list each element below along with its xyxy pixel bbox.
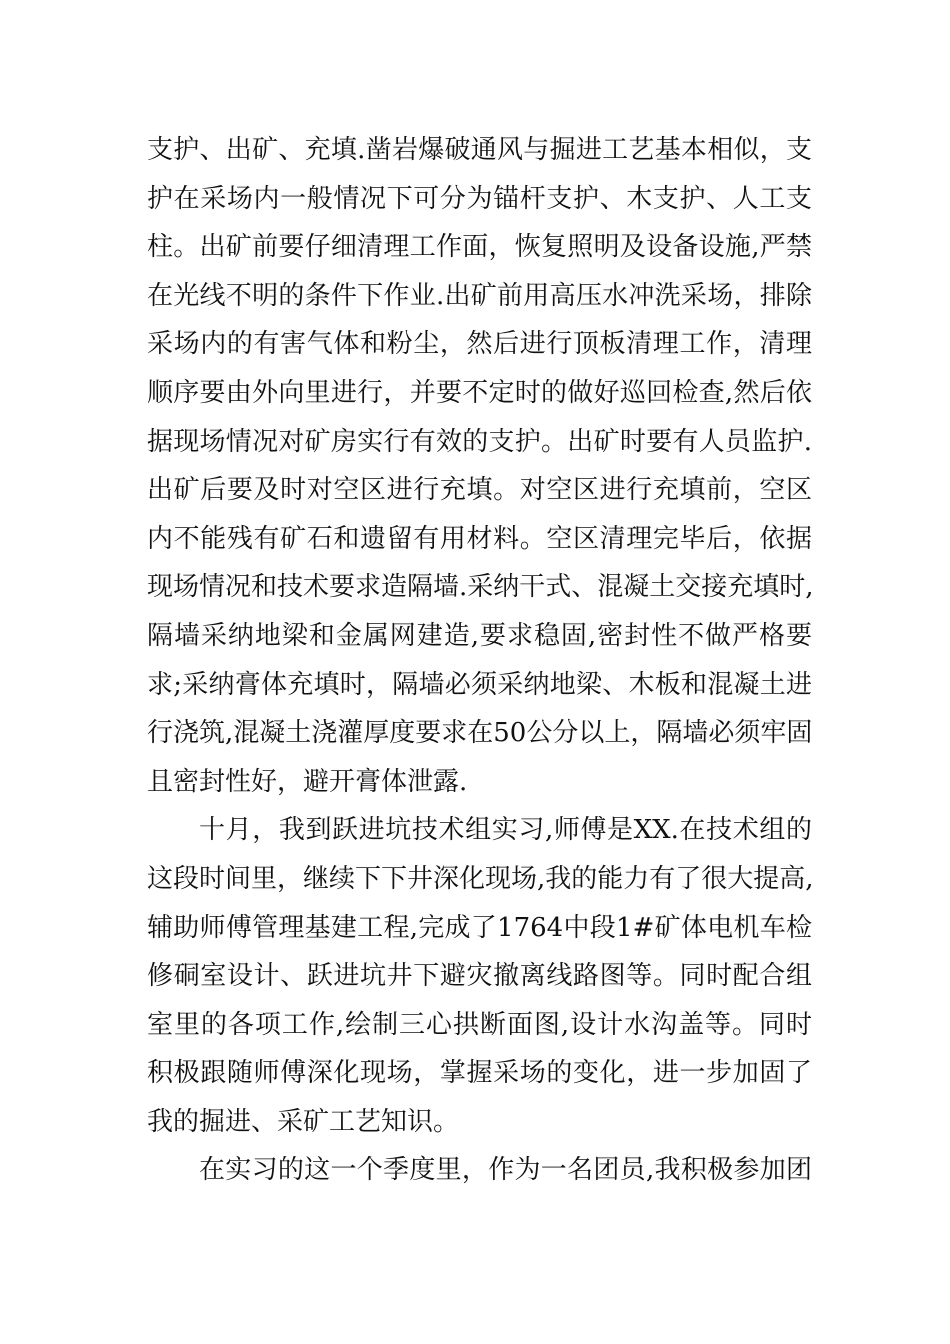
text-line: 顺序要由外向里进行，并要不定时的做好巡回检查,然后依 <box>147 377 812 408</box>
text-line: 柱。出矿前要仔细清理工作面，恢复照明及设备设施,严禁 <box>147 232 812 263</box>
text-line: 在光线不明的条件下作业.出矿前用高压水冲洗采场，排除 <box>147 280 812 311</box>
text-line: 行浇筑,混凝土浇灌厚度要求在50公分以上，隔墙必须牢固 <box>147 718 813 749</box>
text-line: 在实习的这一个季度里，作为一名团员,我积极参加团 <box>199 1155 812 1186</box>
text-line: 据现场情况对矿房实行有效的支护。出矿时要有人员监护. <box>147 426 812 457</box>
text-line: 室里的各项工作,绘制三心拱断面图,设计水沟盖等。同时 <box>147 1009 812 1040</box>
text-line: 求;采纳膏体充填时，隔墙必须采纳地梁、木板和混凝土进 <box>147 669 812 700</box>
text-line: 且密封性好，避开膏体泄露. <box>147 766 468 797</box>
text-line: 十月，我到跃进坑技术组实习,师傅是XX.在技术组的 <box>199 815 812 846</box>
text-line: 修硐室设计、跃进坑井下避灾撤离线路图等。同时配合组 <box>147 961 812 992</box>
text-line: 护在采场内一般情况下可分为锚杆支护、木支护、人工支 <box>147 183 812 214</box>
text-line: 我的掘进、采矿工艺知识。 <box>147 1106 460 1137</box>
text-line: 现场情况和技术要求造隔墙.采纳干式、混凝土交接充填时, <box>147 572 814 603</box>
text-line: 积极跟随师傅深化现场，掌握采场的变化，进一步加固了 <box>147 1058 812 1089</box>
text-line: 内不能残有矿石和遗留有用材料。空区清理完毕后，依据 <box>147 523 812 554</box>
text-line: 辅助师傅管理基建工程,完成了1764中段1#矿体电机车检 <box>147 912 812 943</box>
text-line: 出矿后要及时对空区进行充填。对空区进行充填前，空区 <box>147 475 812 506</box>
text-line: 支护、出矿、充填.凿岩爆破通风与掘进工艺基本相似，支 <box>147 135 812 165</box>
text-line: 这段时间里，继续下下井深化现场,我的能力有了很大提高, <box>147 863 814 894</box>
body-text <box>147 126 812 1195</box>
text-line: 采场内的有害气体和粉尘，然后进行顶板清理工作，清理 <box>147 329 812 360</box>
text-line: 隔墙采纳地梁和金属网建造,要求稳固,密封性不做严格要 <box>147 620 812 651</box>
